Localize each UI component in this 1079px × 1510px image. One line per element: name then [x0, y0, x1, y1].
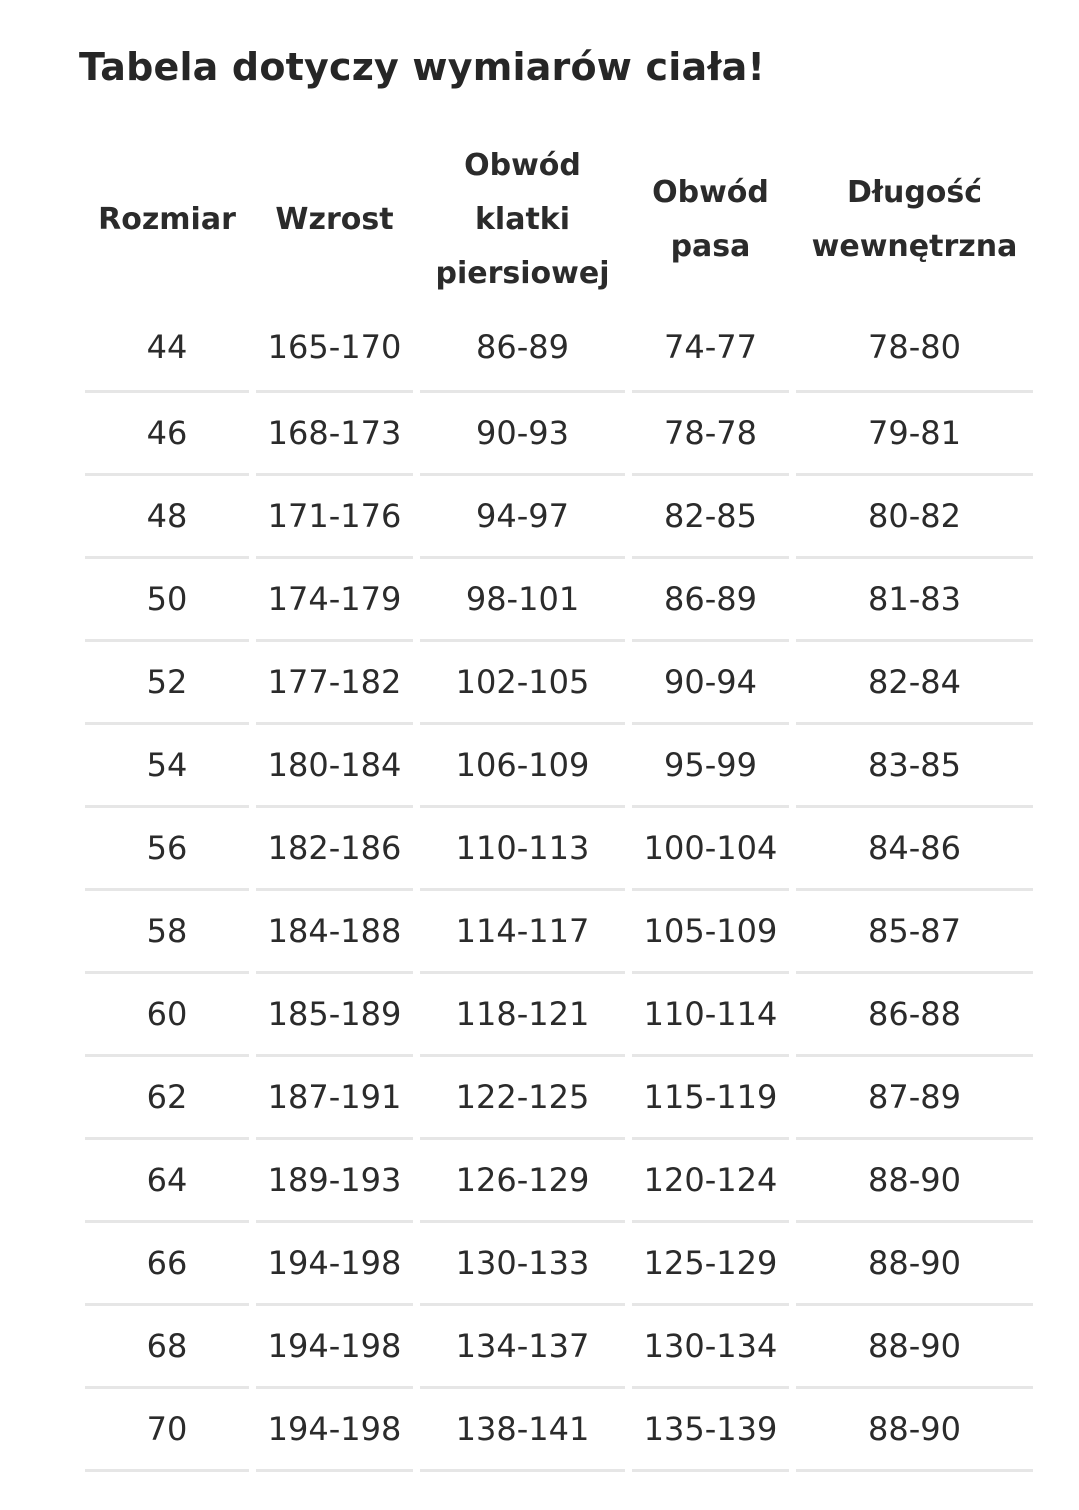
cell-height: 194-198 — [256, 1223, 413, 1306]
header-line: Rozmiar — [98, 202, 236, 237]
cell-chest: 114-117 — [420, 891, 625, 974]
cell-size: 66 — [85, 1223, 249, 1306]
cell-inseam: 85-87 — [796, 891, 1033, 974]
header-line: Obwód — [464, 148, 581, 183]
table-row — [85, 1223, 1033, 1306]
table-row — [85, 1057, 1033, 1140]
cell-waist: 130-134 — [632, 1306, 789, 1389]
table-row — [85, 642, 1033, 725]
cell-height: 171-176 — [256, 476, 413, 559]
cell-height: 182-186 — [256, 808, 413, 891]
cell-height: 194-198 — [256, 1306, 413, 1389]
cell-inseam: 86-88 — [796, 974, 1033, 1057]
cell-waist: 125-129 — [632, 1223, 789, 1306]
header-height — [256, 136, 413, 304]
table-row — [85, 1306, 1033, 1389]
cell-waist: 135-139 — [632, 1389, 789, 1472]
cell-height: 180-184 — [256, 725, 413, 808]
page-title: Tabela dotyczy wymiarów ciała! — [79, 45, 766, 89]
cell-waist: 90-94 — [632, 642, 789, 725]
table-row — [85, 891, 1033, 974]
table-row — [85, 476, 1033, 559]
cell-chest: 98-101 — [420, 559, 625, 642]
cell-size: 52 — [85, 642, 249, 725]
cell-inseam: 87-89 — [796, 1057, 1033, 1140]
cell-waist: 86-89 — [632, 559, 789, 642]
cell-size: 60 — [85, 974, 249, 1057]
cell-chest: 126-129 — [420, 1140, 625, 1223]
cell-waist: 78-78 — [632, 393, 789, 476]
cell-inseam: 88-90 — [796, 1140, 1033, 1223]
table-row — [85, 725, 1033, 808]
header-line: klatki — [474, 202, 571, 237]
table-header-row — [85, 136, 1033, 304]
cell-size: 62 — [85, 1057, 249, 1140]
header-line: Obwód — [652, 175, 769, 210]
cell-waist: 100-104 — [632, 808, 789, 891]
cell-inseam: 80-82 — [796, 476, 1033, 559]
cell-size: 68 — [85, 1306, 249, 1389]
cell-waist: 115-119 — [632, 1057, 789, 1140]
header-line: wewnętrzna — [811, 229, 1018, 264]
table-row — [85, 808, 1033, 891]
header-chest — [420, 136, 625, 304]
cell-chest: 118-121 — [420, 974, 625, 1057]
cell-waist: 82-85 — [632, 476, 789, 559]
cell-chest: 86-89 — [420, 304, 625, 393]
cell-chest: 102-105 — [420, 642, 625, 725]
header-line: Długość — [846, 175, 983, 210]
cell-size: 70 — [85, 1389, 249, 1472]
cell-height: 184-188 — [256, 891, 413, 974]
cell-inseam: 78-80 — [796, 304, 1033, 393]
table-row — [85, 393, 1033, 476]
cell-height: 168-173 — [256, 393, 413, 476]
table-row — [85, 304, 1033, 393]
cell-inseam: 88-90 — [796, 1389, 1033, 1472]
table-body — [85, 304, 1033, 1472]
header-line: Wzrost — [275, 202, 394, 237]
cell-size: 50 — [85, 559, 249, 642]
cell-height: 194-198 — [256, 1389, 413, 1472]
cell-inseam: 83-85 — [796, 725, 1033, 808]
cell-size: 64 — [85, 1140, 249, 1223]
cell-chest: 106-109 — [420, 725, 625, 808]
cell-size: 58 — [85, 891, 249, 974]
cell-size: 54 — [85, 725, 249, 808]
cell-waist: 110-114 — [632, 974, 789, 1057]
table-row — [85, 1140, 1033, 1223]
cell-inseam: 88-90 — [796, 1306, 1033, 1389]
cell-chest: 94-97 — [420, 476, 625, 559]
cell-chest: 110-113 — [420, 808, 625, 891]
cell-chest: 134-137 — [420, 1306, 625, 1389]
cell-chest: 122-125 — [420, 1057, 625, 1140]
table-row — [85, 559, 1033, 642]
cell-chest: 90-93 — [420, 393, 625, 476]
cell-height: 189-193 — [256, 1140, 413, 1223]
cell-waist: 74-77 — [632, 304, 789, 393]
cell-chest: 130-133 — [420, 1223, 625, 1306]
header-waist — [632, 136, 789, 304]
cell-size: 46 — [85, 393, 249, 476]
cell-height: 185-189 — [256, 974, 413, 1057]
cell-size: 44 — [85, 304, 249, 393]
cell-inseam: 84-86 — [796, 808, 1033, 891]
size-table — [78, 136, 1040, 1472]
table-row — [85, 974, 1033, 1057]
cell-inseam: 82-84 — [796, 642, 1033, 725]
header-line: pasa — [670, 229, 751, 264]
header-line: piersiowej — [435, 256, 610, 291]
cell-inseam: 88-90 — [796, 1223, 1033, 1306]
cell-waist: 120-124 — [632, 1140, 789, 1223]
cell-size: 48 — [85, 476, 249, 559]
cell-height: 187-191 — [256, 1057, 413, 1140]
cell-waist: 105-109 — [632, 891, 789, 974]
cell-inseam: 81-83 — [796, 559, 1033, 642]
cell-waist: 95-99 — [632, 725, 789, 808]
cell-height: 177-182 — [256, 642, 413, 725]
header-inseam — [796, 136, 1033, 304]
cell-chest: 138-141 — [420, 1389, 625, 1472]
header-size — [85, 136, 249, 304]
table-row — [85, 1389, 1033, 1472]
cell-height: 174-179 — [256, 559, 413, 642]
cell-size: 56 — [85, 808, 249, 891]
cell-height: 165-170 — [256, 304, 413, 393]
cell-inseam: 79-81 — [796, 393, 1033, 476]
